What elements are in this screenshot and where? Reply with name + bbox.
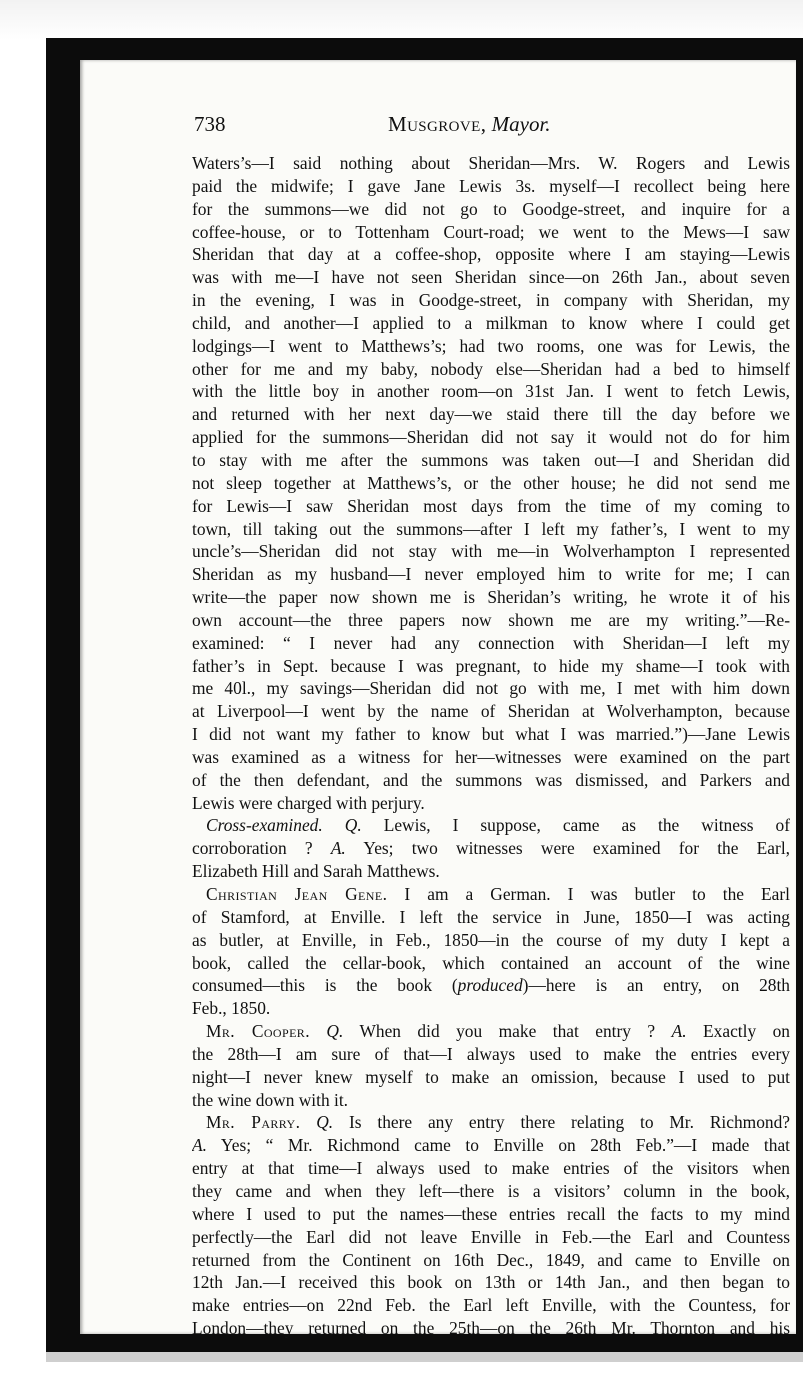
text-line: perfectly—the Earl did not leave Enville in Feb.—the Earl and Countess xyxy=(192,1226,790,1247)
text-line: paid the midwife; I gave Jane Lewis 3s. myself—I recollect being here xyxy=(192,175,790,196)
text-line: of the then defendant, and the summons was dismissed, and Parkers and xyxy=(192,769,790,790)
text-run: When did you make that entry ? xyxy=(359,1021,656,1042)
scan-margin xyxy=(0,0,803,40)
text-line: father’s in Sept. because I was pregnant, to hide my shame—I took with xyxy=(192,655,790,676)
text-line: uncle’s—Sheridan did not stay with me—in Wolverhampton I represented xyxy=(192,541,790,562)
text-run: I am a German. I was butler to the Earl xyxy=(404,884,790,904)
text-line: where I used to put the names—these entries recall the facts to my mind xyxy=(192,1203,790,1224)
text-line: Elizabeth Hill and Sarah Matthews. xyxy=(192,861,440,882)
text-line: Sheridan as my husband—I never employed him to write for me; I can xyxy=(192,564,790,585)
text-line: was with me—I have not seen Sheridan since—on 26th Jan., about seven xyxy=(192,267,790,288)
text-line: Sheridan that day at a coffee-shop, opposite where I am staying—Lewis xyxy=(192,244,790,265)
text-line: coffee-house, or to Tottenham Court-road; we went to the Mews—I saw xyxy=(192,221,790,242)
text-line: entry at that time—I always used to make entries of the visitors when xyxy=(192,1158,790,1179)
text-line: as butler, at Enville, in Feb., 1850—in the course of my duty I kept a xyxy=(192,929,790,950)
produced-note: produced xyxy=(457,975,523,996)
answer-marker: A. xyxy=(671,1021,687,1042)
running-title-role: Mayor. xyxy=(491,112,551,136)
counsel-line xyxy=(192,1111,790,1134)
text-line: London—they returned on the 25th—on the 26th Mr. Thornton and his xyxy=(192,1318,790,1339)
question-marker: Q. xyxy=(326,1021,344,1042)
body-text xyxy=(192,152,790,1340)
text-run: Lewis, I suppose, came as the witness of xyxy=(383,815,790,836)
text-line: was examined as a witness for her—witnesses were examined on the part xyxy=(192,746,790,767)
text-line: the 28th—I am sure of that—I always used to make the entries every xyxy=(192,1043,790,1064)
cross-examined-label: Cross-examined. xyxy=(206,815,323,836)
speaker-name: Mr. Parry. xyxy=(206,1112,301,1133)
witness-line xyxy=(192,883,790,906)
text-line: they came and when they left—there is a visitors’ column in the book, xyxy=(192,1180,790,1201)
text-line: write—the paper now shown me is Sheridan’s writing, he wrote it of his xyxy=(192,587,790,608)
text-line: at Liverpool—I went by the name of Sheridan at Wolverhampton, because xyxy=(192,701,790,722)
text-line: I did not want my father to know but what I was married.”)—Jane Lewis xyxy=(192,724,790,745)
text-line: for Lewis—I saw Sheridan most days from the time of my coming to xyxy=(192,495,790,516)
text-run: Yes; two witnesses were examined for the Earl, xyxy=(363,838,790,859)
answer-marker: A. xyxy=(192,1135,207,1156)
text-line: and returned with her next day—we staid there till the day before we xyxy=(192,404,790,425)
text-line: me 40l., my savings—Sheridan did not go with me, I met with him down xyxy=(192,678,790,699)
page-number: 738 xyxy=(194,112,226,136)
text-line: lodgings—I went to Matthews’s; had two rooms, one was for Lewis, the xyxy=(192,335,790,356)
counsel-line xyxy=(192,1020,790,1043)
question-marker: Q. xyxy=(344,815,362,836)
text-line xyxy=(192,974,790,997)
text-line: other for me and my baby, nobody else—Sheridan had a bed to himself xyxy=(192,358,790,379)
running-title xyxy=(388,112,551,137)
text-line: night—I never knew myself to make an omission, because I used to put xyxy=(192,1066,790,1087)
text-line: own account—the three papers now shown me are my writing.”—Re- xyxy=(192,609,790,630)
running-head xyxy=(110,112,790,142)
text-line: book, called the cellar-book, which contained an account of the wine xyxy=(192,952,790,973)
text-line: Waters’s—I said nothing about Sheridan—Mrs. W. Rogers and Lewis xyxy=(192,153,790,173)
text-run: )—here is an entry, on 28th xyxy=(522,975,790,996)
text-line xyxy=(192,1134,790,1157)
text-line: town, till taking out the summons—after I left my father’s, I went to my xyxy=(192,518,790,539)
book-edge xyxy=(46,1352,803,1362)
text-run: Yes; “ Mr. Richmond came to Enville on 28th Feb.”—I made that xyxy=(220,1135,790,1156)
text-line: 12th Jan.—I received this book on 13th or 14th Jan., and then began to xyxy=(192,1272,790,1293)
text-line xyxy=(192,837,790,860)
text-line: make entries—on 22nd Feb. the Earl left Enville, with the Countess, for xyxy=(192,1295,790,1316)
text-line: not sleep together at Matthews’s, or the other house; he did not send me xyxy=(192,472,790,493)
running-title-name: Musgrove, xyxy=(388,112,487,136)
text-line: in the evening, I was in Goodge-street, in company with Sheridan, my xyxy=(192,290,790,311)
text-line: the wine down with it. xyxy=(192,1089,349,1110)
answer-marker: A. xyxy=(330,838,346,859)
text-run: Is there any entry there relating to Mr. Richmond? xyxy=(348,1112,790,1133)
text-line: child, and another—I applied to a milkman to know where I could get xyxy=(192,312,790,333)
text-run: consumed—this is the book ( xyxy=(192,975,458,996)
text-line: to stay with me after the summons was taken out—I and Sheridan did xyxy=(192,449,790,470)
cross-examination-line xyxy=(192,814,790,837)
text-line: for the summons—we did not go to Goodge-street, and inquire for a xyxy=(192,198,790,219)
speaker-name: Mr. Cooper. xyxy=(206,1021,310,1042)
text-line: Feb., 1850. xyxy=(192,998,271,1019)
speaker-name: Christian Jean Gene. xyxy=(206,884,388,904)
question-marker: Q. xyxy=(316,1112,334,1133)
text-line: returned from the Continent on 16th Dec., 1849, and came to Enville on xyxy=(192,1249,790,1270)
text-run: corroboration ? xyxy=(192,838,313,859)
text-line: Lewis were charged with perjury. xyxy=(192,792,425,813)
text-line: examined: “ I never had any connection with Sheridan—I left my xyxy=(192,632,790,653)
text-line: applied for the summons—Sheridan did not say it would not do for him xyxy=(192,427,790,448)
text-run: Exactly on xyxy=(703,1021,790,1042)
text-line: with the little boy in another room—on 31st Jan. I went to fetch Lewis, xyxy=(192,381,790,402)
text-line: of Stamford, at Enville. I left the service in June, 1850—I was acting xyxy=(192,906,790,927)
